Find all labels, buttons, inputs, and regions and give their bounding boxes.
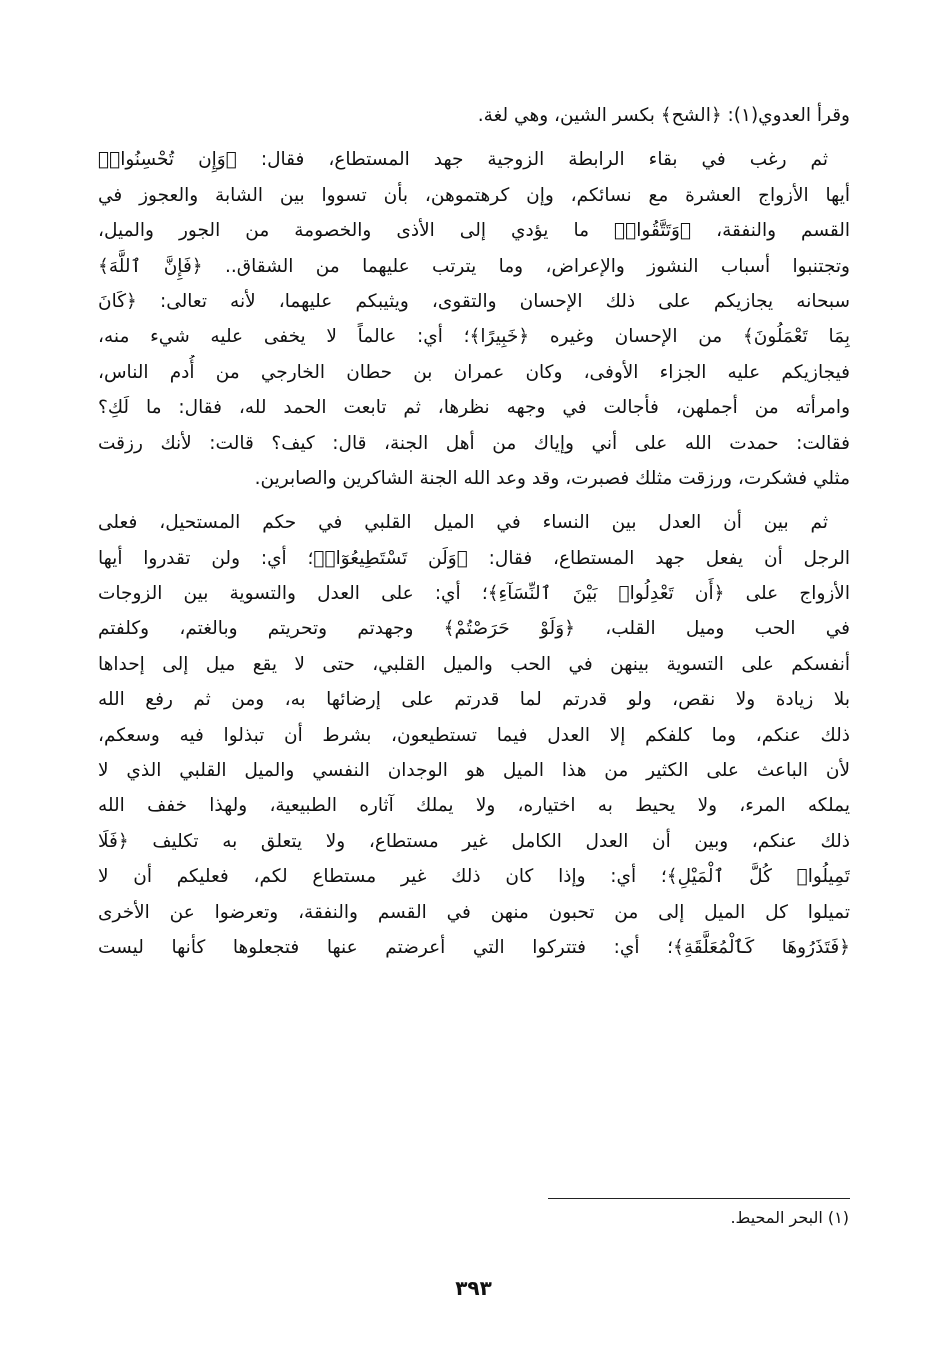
text-line: الأزواج على ﴿أَن تَعْدِلُوا۟ بَيْنَ ٱلنِّسَآءِ﴾؛ أي: على العدل والتسوية بين الزوجات [98,583,850,605]
text-line: تَمِيلُوا۟ كُلَّ ٱلْمَيْلِ﴾؛ أي: وإذا كان ذلك غير مستطاع لكم، فعليكم أن لا [98,866,850,888]
text-line: لأن الباعث على الكثير من هذا الميل هو الوجدان النفسي والميل القلبي الذي لا [98,760,850,782]
text-line: أنفسكم على التسوية بينهن في الحب والميل القلبي، حتى لا يقع ميل إلى إحداها [98,653,850,675]
text-line: ذلك عنكم، وما كلفكم إلا العدل فيما تستطيعون، بشرط أن تبذلوا فيه وسعكم، [98,724,850,746]
footnote: (١) البحر المحيط. [730,1208,849,1227]
text-line: يملكه المرء، ولا يحيط به اختياره، ولا يملك آثاره الطبيعية، ولهذا خفف الله [98,795,850,817]
text-line: وتجتنبوا أسباب النشوز والإعراض، وما يترتب عليهما من الشقاق.. ﴿فَإِنَّ ٱللَّهَ﴾ [98,255,850,277]
text-line: سبحانه يجازيكم على ذلك الإحسان والتقوى، ويثيبكم عليهما، لأنه تعالى: ﴿كَانَ [98,290,850,312]
page-body [98,98,850,965]
text-line: فقالت: حمدت الله على أني وإياك من أهل الجنة، قال: كيف؟ قالت: لأنك رزقت [98,432,850,454]
text-line: أيها الأزواج العشرة مع نسائكم، وإن كرهتموهن، بأن تسووا بين الشابة والعجوز في [98,184,850,206]
text-line: بلا زيادة ولا نقص، ولو قدرتم لما قدرتم على إرضائها به، ومن ثم رفع الله [98,689,850,711]
footnote-divider [548,1198,850,1199]
paragraph-2 [98,142,850,496]
text-line: تميلوا كل الميل إلى من تحبون منهن في القسم والنفقة، وتعرضوا عن الأخرى [98,901,850,923]
text-line: في الحب وميل القلب، ﴿وَلَوْ حَرَصْتُمْ﴾ وجهدتم وتحريتم وبالغتم، وكلفتم [98,618,850,640]
text-line: الرجل أن يفعل جهد المستطاع، فقال: ﴿وَلَن تَسْتَطِيعُوٓا۟﴾؛ أي: ولن تقدروا أيها [98,547,850,569]
text-line: ثم رغب في بقاء الرابطة الزوجية جهد المستطاع، فقال: ﴿وَإِن تُحْسِنُوا۟﴾ [98,149,828,171]
text-line: فيجازيكم عليه الجزاء الأوفى، وكان عمران بن حطان الخارجي من أُدم الناس، [98,361,850,383]
paragraph-1 [98,98,850,133]
text-line: مثلي فشكرت، ورزقت مثلك فصبرت، وقد وعد الله الجنة الشاكرين والصابرين. [254,467,850,489]
page-number: ٣٩٣ [455,1276,492,1300]
text-line: ثم بين أن العدل بين النساء في الميل القلبي في حكم المستحيل، فعلى [98,512,828,534]
text-line: وامرأته من أجملهن، فأجالت في وجهه نظرها، ثم تابعت الحمد لله، فقال: ما لَكِ؟ [98,397,850,419]
paragraph-3 [98,505,850,965]
text-line: بِمَا تَعْمَلُونَ﴾ من الإحسان وغيره ﴿خَبِيرًا﴾؛ أي: عالماً لا يخفى عليه شيء منه، [98,326,850,348]
text-line: ﴿فَتَذَرُوهَا كَٱلْمُعَلَّقَةِ﴾؛ أي: فتتركوا التي أعرضتم عنها فتجعلوها كأنها ليست [98,936,850,958]
text-line: وقرأ العدوي(١): ﴿الشح﴾ بكسر الشين، وهي لغة. [477,105,850,126]
text-line: القسم والنفقة، ﴿وَتَتَّقُوا۟﴾ ما يؤدي إلى الأذى والخصومة من الجور والميل، [98,220,850,242]
text-line: ذلك عنكم، وبين أن العدل الكامل غير مستطاع، ولا يتعلق به تكليف ﴿فَلَا [98,830,850,852]
